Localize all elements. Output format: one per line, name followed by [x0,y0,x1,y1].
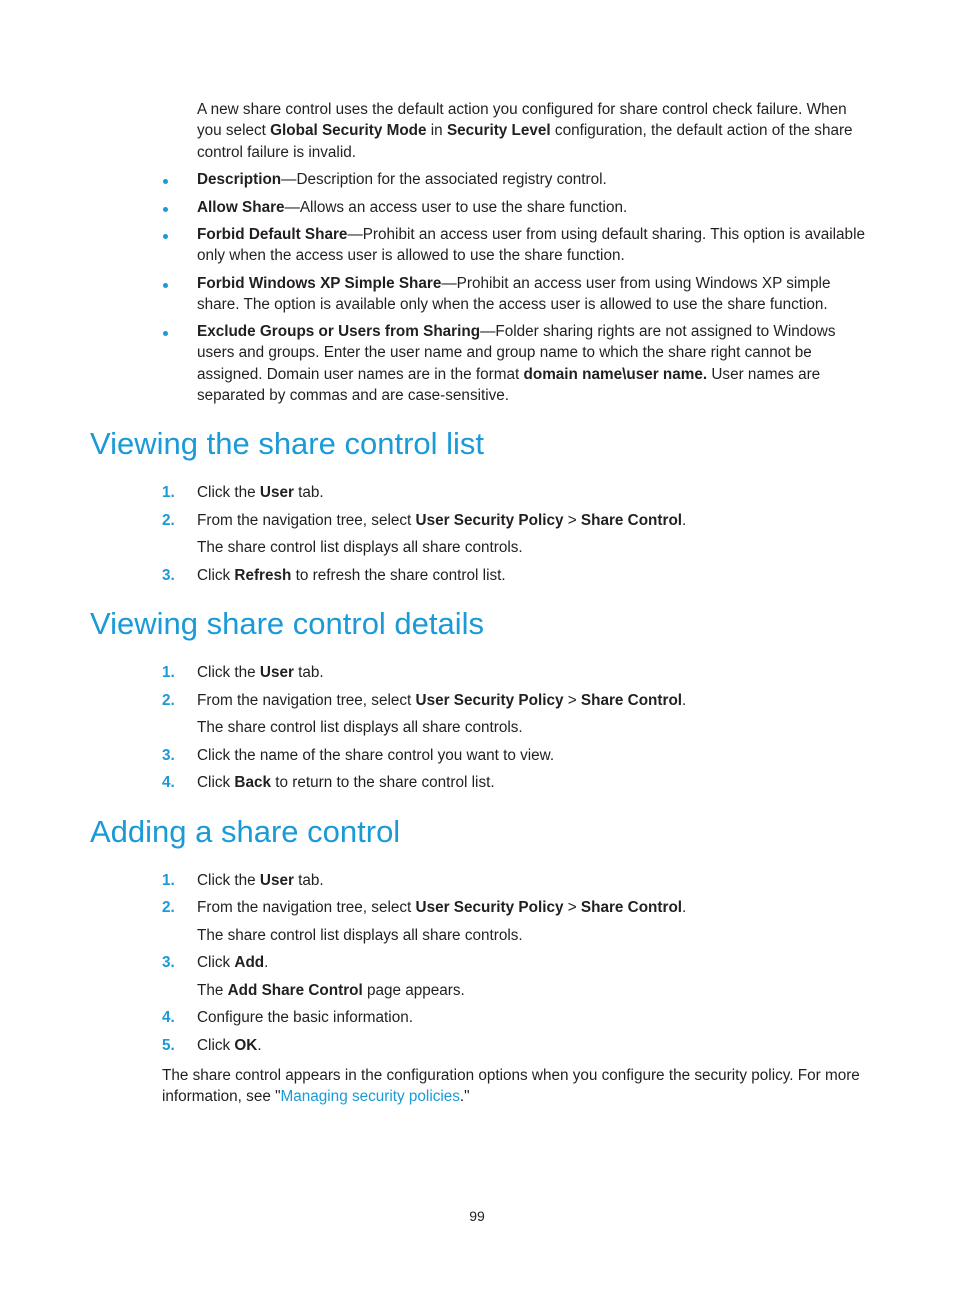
step-bold: User [259,664,294,681]
step-bold: Share Control [580,899,683,916]
step-text: Click [197,567,235,584]
step-number: 4. [162,1009,175,1026]
bullet-term: Allow Share [197,199,285,216]
step-number: 1. [162,872,175,889]
step-2-note: The share control list displays all share controls. [197,539,523,556]
step-text: tab. [293,664,324,681]
step-1 [197,662,869,683]
bullet-term: Description [197,171,282,188]
bullet-dot [163,331,168,336]
bullet-text: —Folder sharing rights are not assigned to Windows users and groups. Enter the user name and group name to which the share right cannot be assigned. Domain user names are in the format [197,323,836,383]
bullet-text: User names are separated by commas and are case-sensitive. [197,365,821,404]
step-3-note [197,980,869,1001]
step-text: From the navigation tree, select [197,512,416,529]
step-text: . [264,954,269,971]
step-2 [197,897,869,918]
closing-text: ." [459,1088,470,1106]
step-3 [197,952,869,973]
bullet-term: Forbid Windows XP Simple Share [197,275,442,292]
step-3: Click the name of the share control you want to view. [197,747,555,764]
step-text: > [563,512,581,529]
step-text: to refresh the share control list. [291,567,506,584]
step-bold: User Security Policy [415,692,564,709]
step-text: Click the [197,664,260,681]
intro-text-1: A new share control uses the default action you configured for share control check failure. When you select [197,101,847,140]
step-text: . [682,899,687,916]
step-number: 1. [162,484,175,501]
step-text: page appears. [362,982,465,999]
step-number: 5. [162,1037,175,1054]
step-text: . [682,692,687,709]
step-2 [197,510,869,531]
step-number: 4. [162,774,175,791]
intro-bold-global-security-mode: Global Security Mode [270,122,427,140]
bullet-forbid-default-share [197,224,869,267]
section-heading-viewing-list: Viewing the share control list [90,426,485,461]
step-bold: Share Control [580,692,683,709]
bullet-bold-format: domain name\user name. [523,365,708,383]
managing-security-policies-link[interactable]: Managing security policies [280,1088,460,1106]
bullet-dot [163,234,168,239]
step-bold: Share Control [580,512,683,529]
step-text: From the navigation tree, select [197,692,416,709]
step-text: Click [197,954,235,971]
step-text: The [197,982,228,999]
step-number: 3. [162,567,175,584]
step-2-note: The share control list displays all share controls. [197,719,523,736]
step-text: . [257,1037,262,1054]
step-1 [197,482,869,503]
step-text: Click [197,1037,235,1054]
step-bold: User Security Policy [415,899,564,916]
step-bold: User Security Policy [415,512,564,529]
bullet-text: —Prohibit an access user from using Windows XP simple share. The option is available only when the access user is allowed to use the share function. [197,275,831,314]
bullet-dot [163,179,168,184]
bullet-description [197,169,869,190]
intro-paragraph [197,99,869,163]
closing-paragraph [162,1065,869,1108]
step-number: 2. [162,692,175,709]
bullet-forbid-xp-simple-share [197,273,869,316]
bullet-dot [163,207,168,212]
step-4 [197,772,869,793]
bullet-dot [163,283,168,288]
step-2 [197,690,869,711]
step-text: to return to the share control list. [270,774,495,791]
bullet-text: —Allows an access user to use the share function. [284,199,628,216]
step-text: From the navigation tree, select [197,899,416,916]
section-heading-adding: Adding a share control [90,814,401,849]
step-number: 3. [162,747,175,764]
intro-text-2: in [426,122,447,140]
step-bold: Back [234,774,271,791]
step-text: Click the [197,484,260,501]
step-2-note: The share control list displays all share controls. [197,927,523,944]
intro-text-3: configuration, the default action of the share control failure is invalid. [197,122,853,161]
step-text: tab. [293,484,324,501]
closing-text: The share control appears in the configuration options when you configure the security policy. For more information, see " [162,1067,860,1106]
section-heading-viewing-details: Viewing share control details [90,606,485,641]
step-text: > [563,899,581,916]
step-bold: User [259,872,294,889]
step-text: tab. [293,872,324,889]
bullet-text: —Description for the associated registry control. [281,171,607,188]
step-4: Configure the basic information. [197,1009,413,1026]
step-bold: Add [234,954,265,971]
step-1 [197,870,869,891]
step-text: > [563,692,581,709]
step-number: 3. [162,954,175,971]
bullet-allow-share [197,197,869,218]
step-3 [197,565,869,586]
step-bold: User [259,484,294,501]
step-text: Click [197,774,235,791]
bullet-exclude-groups [197,321,869,406]
step-text: . [682,512,687,529]
step-number: 1. [162,664,175,681]
intro-bold-security-level: Security Level [446,122,551,140]
step-text: Click the [197,872,260,889]
step-number: 2. [162,899,175,916]
step-bold: OK [234,1037,258,1054]
step-number: 2. [162,512,175,529]
page-number: 99 [469,1208,485,1224]
bullet-term: Forbid Default Share [197,226,348,243]
bullet-text: —Prohibit an access user from using default sharing. This option is available only when the access user is allowed to use the share function. [197,226,865,265]
step-bold: Add Share Control [227,982,363,999]
step-bold: Refresh [234,567,292,584]
bullet-term: Exclude Groups or Users from Sharing [197,323,481,340]
step-5 [197,1035,869,1056]
